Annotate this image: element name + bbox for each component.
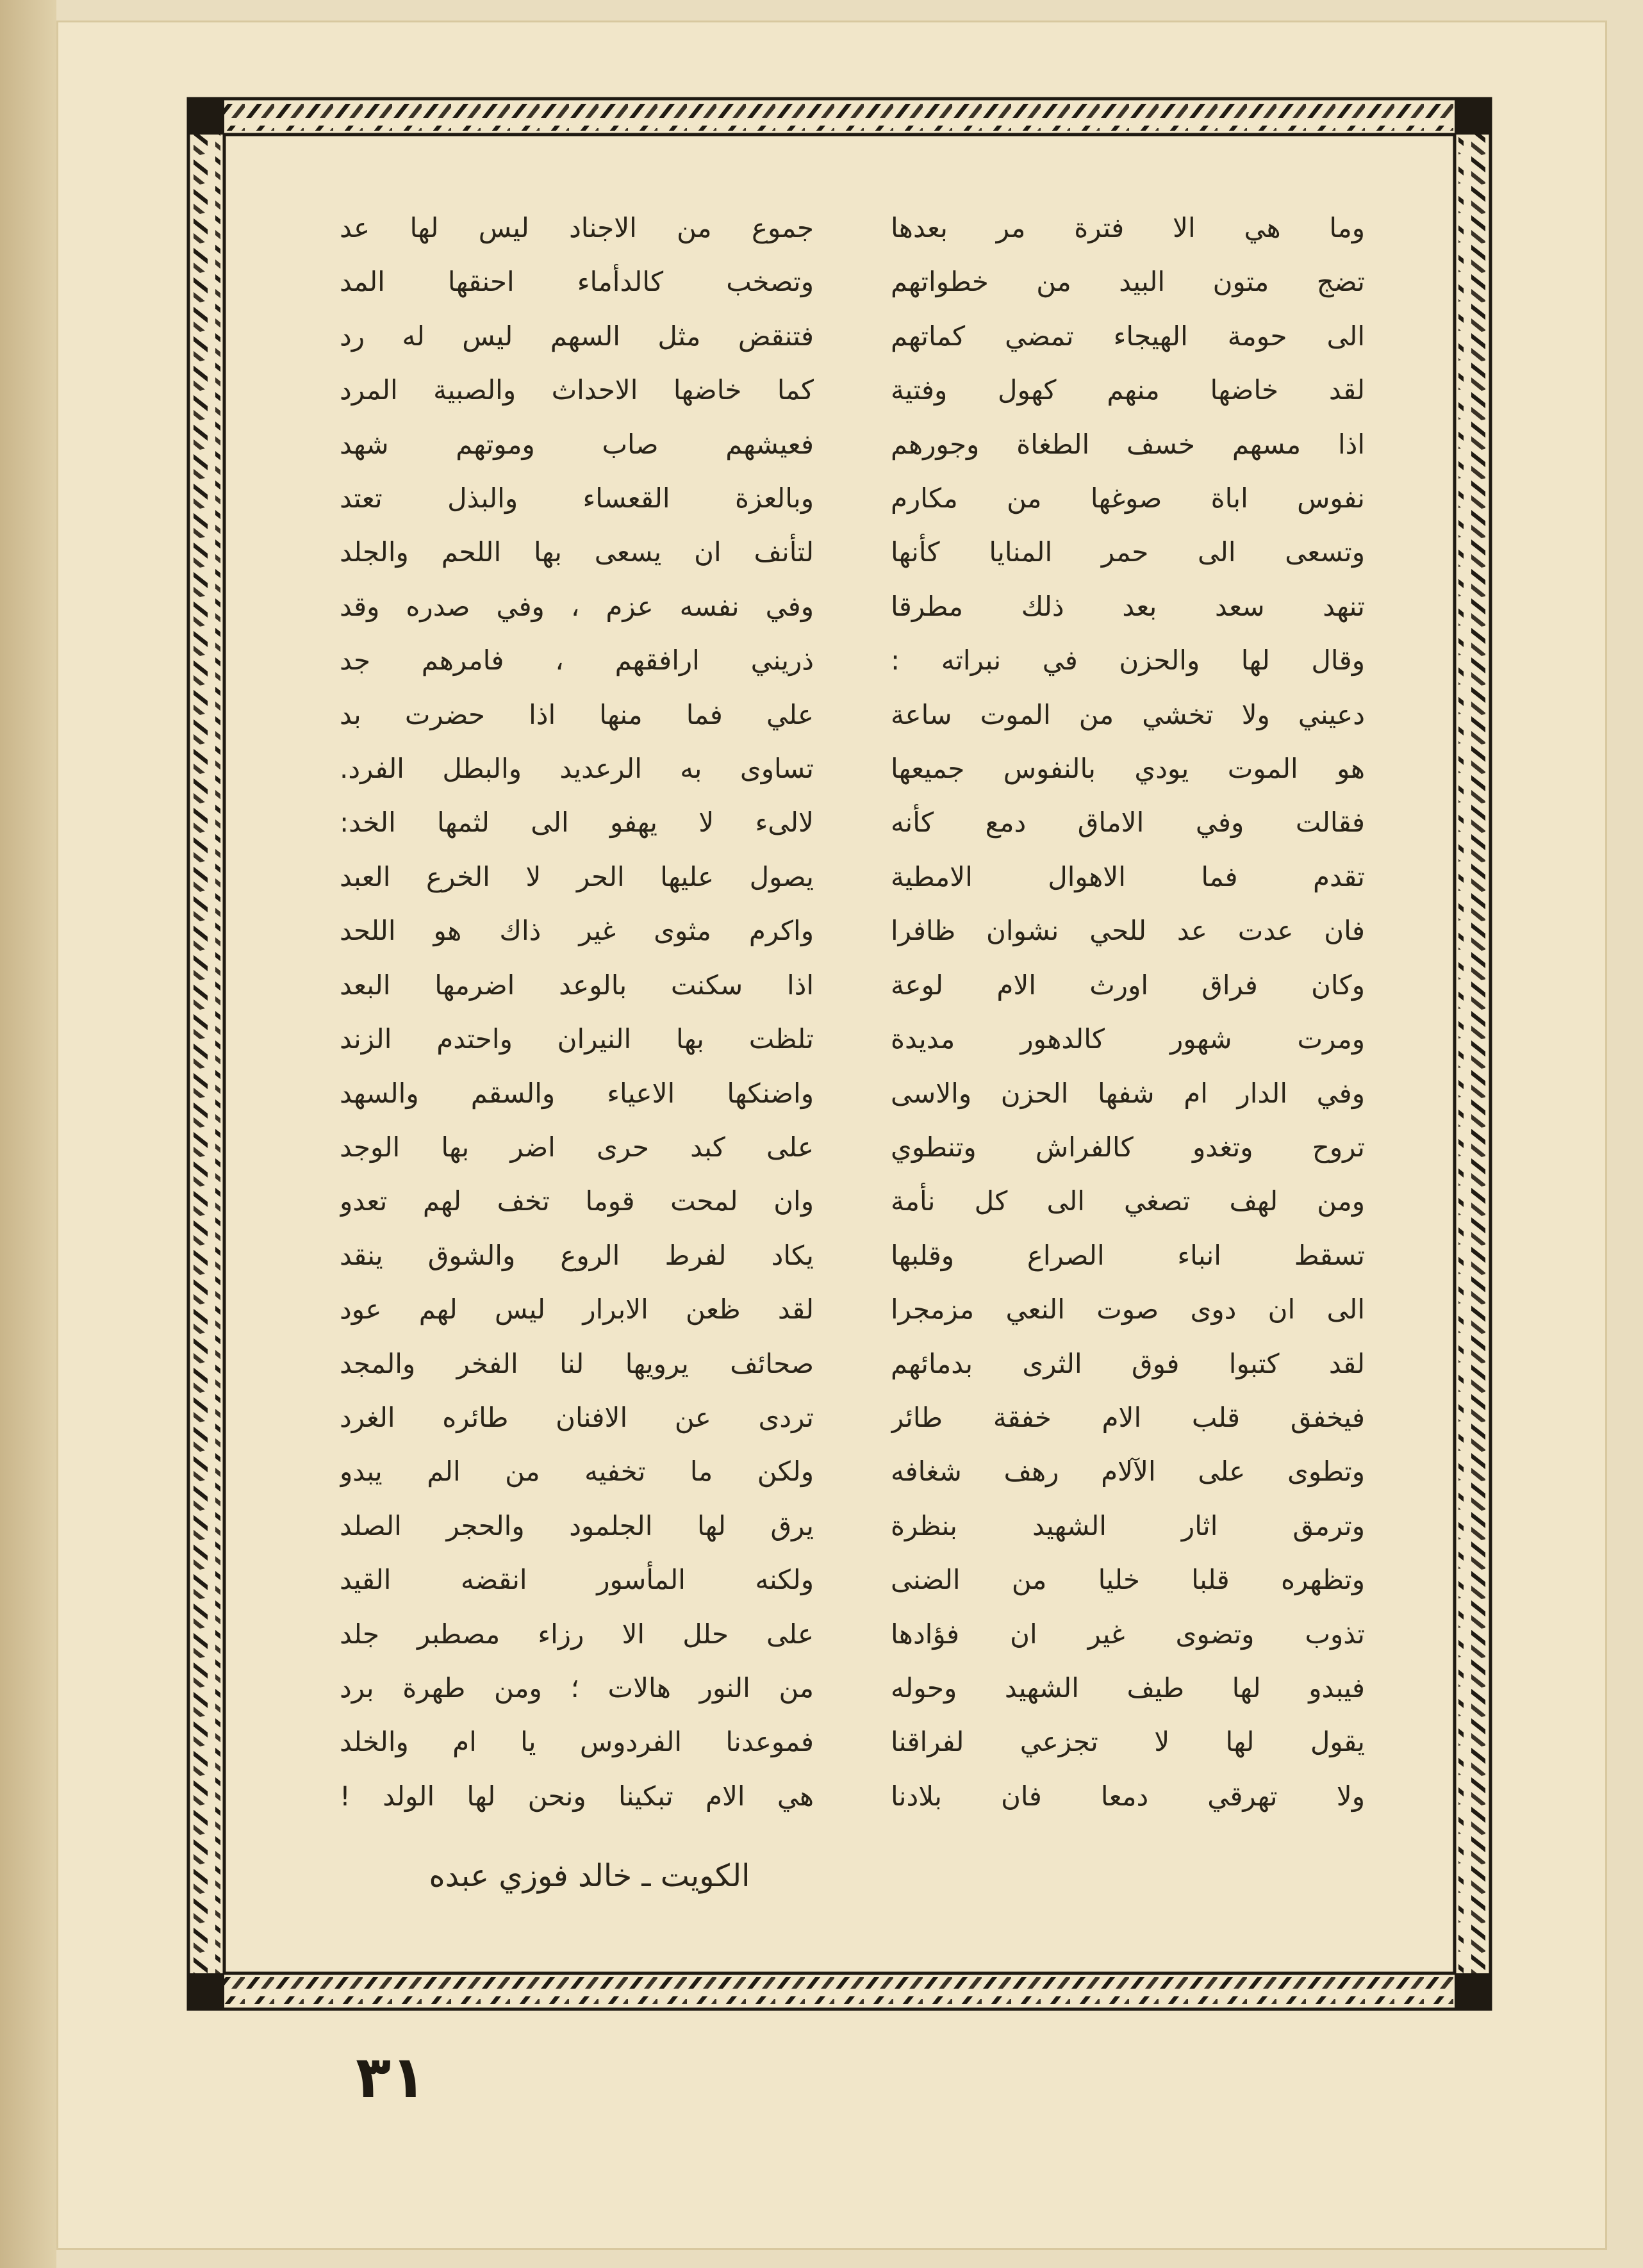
right-verse-line: فان عدت عد للحي نشوان ظافرا — [891, 915, 1365, 947]
right-verse-line: وتسعى الى حمر المنايا كأنها — [891, 536, 1365, 568]
right-verse-line: وكان فراق اورث الام لوعة — [891, 969, 1365, 1001]
left-verse-line: واكرم مثوى غير ذاك هو اللحد — [340, 915, 814, 947]
right-verse-line: وتطوى على الآلام رهف شغافه — [891, 1456, 1365, 1488]
right-verse-line: يقول لها لا تجزعي لفراقنا — [891, 1726, 1365, 1758]
page-number: ٣١ — [356, 2044, 426, 2111]
right-verse-line: هو الموت يودي بالنفوس جميعها — [891, 753, 1365, 785]
left-verse-line: لقد ظعن الابرار ليس لهم عود — [340, 1294, 814, 1326]
left-verse-line: فموعدنا الفردوس يا ام والخلد — [340, 1726, 814, 1758]
right-verse-line: تضج متون البيد من خطواتهم — [891, 266, 1365, 298]
left-verse-line: صحائف يرويها لنا الفخر والمجد — [340, 1347, 814, 1379]
left-verse-line: تلظت بها النيران واحتدم الزند — [340, 1023, 814, 1055]
right-verse-line: اذا مسهم خسف الطغاة وجورهم — [891, 428, 1365, 460]
left-verse-line: يصول عليها الحر لا الخرع العبد — [340, 860, 814, 892]
left-verse-line: فعيشهم صاب وموتهم شهد — [340, 428, 814, 460]
right-verse-line: وفي الدار ام شفها الحزن والاسى — [891, 1077, 1365, 1109]
right-verse-line: نفوس اباة صوغها من مكارم — [891, 482, 1365, 514]
right-verse-line: فيخفق قلب الام خفقة طائر — [891, 1401, 1365, 1433]
left-verse-line: على كبد حرى اضر بها الوجد — [340, 1131, 814, 1163]
left-verse-line: لتأنف ان يسعى بها اللحم والجلد — [340, 536, 814, 568]
left-verse-line: ولكنه المأسور انقضه القيد — [340, 1564, 814, 1596]
right-verse-line: تذوب وتضوى غير ان فؤادها — [891, 1618, 1365, 1650]
left-verse-line: يكاد لفرط الروع والشوق ينقد — [340, 1239, 814, 1271]
right-verse-line: دعيني ولا تخشي من الموت ساعة — [891, 698, 1365, 730]
right-verse-line: فقالت وفي الاماق دمع كأنه — [891, 807, 1365, 839]
right-verse-line: لقد كتبوا فوق الثرى بدمائهم — [891, 1347, 1365, 1379]
left-verse-line: تردى عن الافنان طائره الغرد — [340, 1401, 814, 1433]
left-verse-line: علي فما منها اذا حضرت بد — [340, 698, 814, 730]
right-verse-line: ومن لهف تصغي الى كل نأمة — [891, 1185, 1365, 1217]
right-verse-line: وترمق اثار الشهيد بنظرة — [891, 1509, 1365, 1541]
right-verse-line: وما هي الا فترة مر بعدها — [891, 212, 1365, 243]
author-signature: الكويت ـ خالد فوزي عبده — [429, 1858, 750, 1894]
left-verse-line: ولكن ما تخفيه من الم يبدو — [340, 1456, 814, 1488]
left-verse-line: وفي نفسه عزم ، وفي صدره وقد — [340, 590, 814, 622]
right-verse-line: الى حومة الهيجاء تمضي كماتهم — [891, 320, 1365, 352]
right-verse-line: تروح وتغدو كالفراش وتنطوي — [891, 1131, 1365, 1163]
right-verse-line: ولا تهرقي دمعا فان بلادنا — [891, 1780, 1365, 1812]
right-verse-line: فيبدو لها طيف الشهيد وحوله — [891, 1672, 1365, 1704]
right-verse-line: وقال لها والحزن في نبراته : — [891, 645, 1365, 677]
poem-columns — [340, 205, 1365, 1858]
left-verse-line: اذا سكنت بالوعد اضرمها البعد — [340, 969, 814, 1001]
right-verse-line: تنهد سعد بعد ذلك مطرقا — [891, 590, 1365, 622]
left-verse-line: تساوى به الرعديد والبطل الفرد. — [340, 753, 814, 785]
left-verse-line: يرق لها الجلمود والحجر الصلد — [340, 1509, 814, 1541]
right-verse-line: وتظهره قلبا خليا من الضنى — [891, 1564, 1365, 1596]
left-verse-line: فتنقض مثل السهم ليس له رد — [340, 320, 814, 352]
right-verse-line: لقد خاضها منهم كهول وفتية — [891, 374, 1365, 406]
poem-left-column — [340, 205, 814, 1820]
left-verse-line: وان لمحت قوما تخف لهم تعدو — [340, 1185, 814, 1217]
left-verse-line: ذريني ارافقهم ، فامرهم جد — [340, 645, 814, 677]
right-verse-line: ومرت شهور كالدهور مديدة — [891, 1023, 1365, 1055]
right-verse-line: تسقط انباء الصراع وقلبها — [891, 1239, 1365, 1271]
right-verse-line: الى ان دوى صوت النعي مزمجرا — [891, 1294, 1365, 1326]
left-verse-line: جموع من الاجناد ليس لها عد — [340, 212, 814, 243]
left-verse-line: هي الام تبكينا ونحن لها الولد ! — [340, 1780, 814, 1812]
left-verse-line: وبالعزة القعساء والبذل تعتد — [340, 482, 814, 514]
left-verse-line: واضنكها الاعياء والسقم والسهد — [340, 1077, 814, 1109]
left-verse-line: وتصخب كالدأماء احنقها المد — [340, 266, 814, 298]
poem-right-column — [891, 205, 1365, 1820]
left-verse-line: على حلل الا رزاء مصطبر جلد — [340, 1618, 814, 1650]
left-verse-line: كما خاضها الاحداث والصبية المرد — [340, 374, 814, 406]
left-verse-line: لالىء لا يهفو الى لثمها الخد: — [340, 807, 814, 839]
right-verse-line: تقدم فما الاهوال الامطية — [891, 860, 1365, 892]
book-gutter — [0, 0, 56, 2268]
left-verse-line: من النور هالات ؛ ومن طهرة برد — [340, 1672, 814, 1704]
